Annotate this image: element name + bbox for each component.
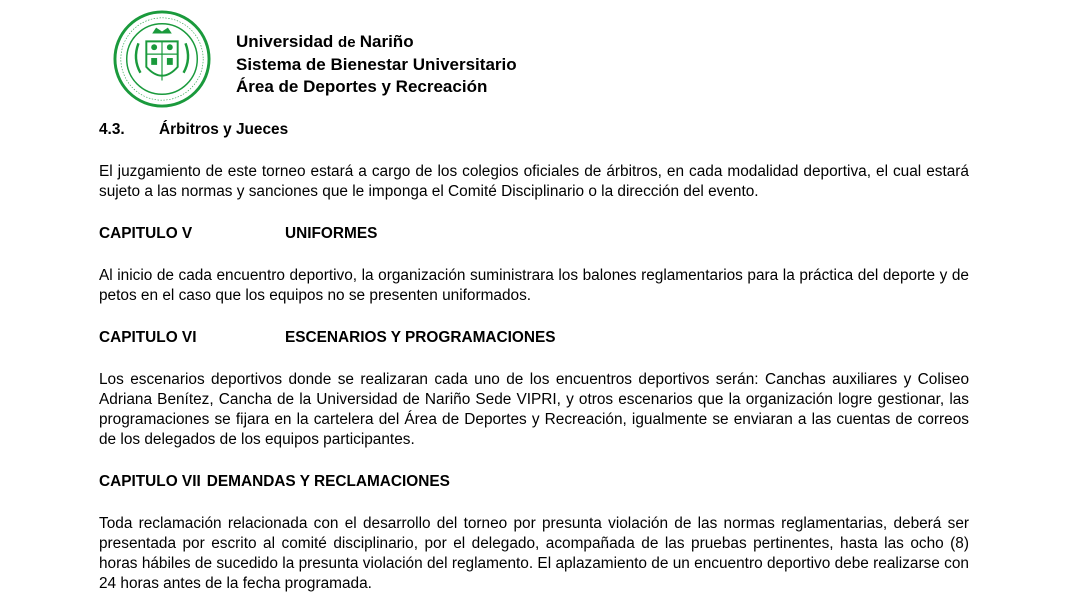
section-title: Árbitros y Jueces xyxy=(159,121,289,138)
chapter-label: CAPITULO V xyxy=(99,225,193,242)
section-paragraph: El juzgamiento de este torneo estará a cargo de los colegios oficiales de árbitros, en cada modalidad deportiva, el cual estará sujeto a las normas y sanciones que le imponga el Comité Disciplinario o la dirección del evento. xyxy=(99,163,969,200)
chapter-heading xyxy=(99,224,969,244)
chapter-paragraph: Los escenarios deportivos donde se realizaran cada uno de los encuentros deportivos serán: Canchas auxiliares y Coliseo Adriana Benítez, Cancha de la Universidad de Nariño Sede VIPRI, y otros escenarios que la organización logre gestionar, las programaciones se fijara en la cartelera del Área de Deportes y Recreación, igualmente se enviaran a las cuentas de correos de los delegados de los equipos participantes. xyxy=(99,371,969,448)
department-name: Sistema de Bienestar Universitario xyxy=(236,55,517,74)
chapter-label: CAPITULO VII xyxy=(99,473,201,490)
chapter-paragraph: Al inicio de cada encuentro deportivo, la organización suministrara los balones reglamentarios para la práctica del deporte y de petos en el caso que los equipos no se presenten uniformados. xyxy=(99,267,969,304)
chapter-heading xyxy=(99,472,969,492)
chapter-title: DEMANDAS Y RECLAMACIONES xyxy=(206,473,450,490)
section-heading xyxy=(99,120,969,140)
area-name: Área de Deportes y Recreación xyxy=(236,77,488,96)
letterhead xyxy=(236,31,517,98)
section-number: 4.3. xyxy=(99,121,125,138)
chapter-title: UNIFORMES xyxy=(285,225,378,242)
document-body xyxy=(99,120,969,594)
chapter-heading xyxy=(99,328,969,348)
chapter-label: CAPITULO VI xyxy=(99,329,197,346)
chapter-paragraph: Toda reclamación relacionada con el desarrollo del torneo por presunta violación de las normas reglamentarias, deberá ser presentada por escrito al comité disciplinario, por el delegado, acompañada de las pruebas pertinentes, hasta las ocho (8) horas hábiles de sucedido la presunta violación del reglamento. El aplazamiento de un encuentro deportivo debe realizarse con 24 horas antes de la fecha programada. xyxy=(99,515,969,592)
university-name: Universidad de Nariño xyxy=(236,32,414,51)
university-seal-icon xyxy=(113,10,211,108)
chapter-title: ESCENARIOS Y PROGRAMACIONES xyxy=(285,329,556,346)
